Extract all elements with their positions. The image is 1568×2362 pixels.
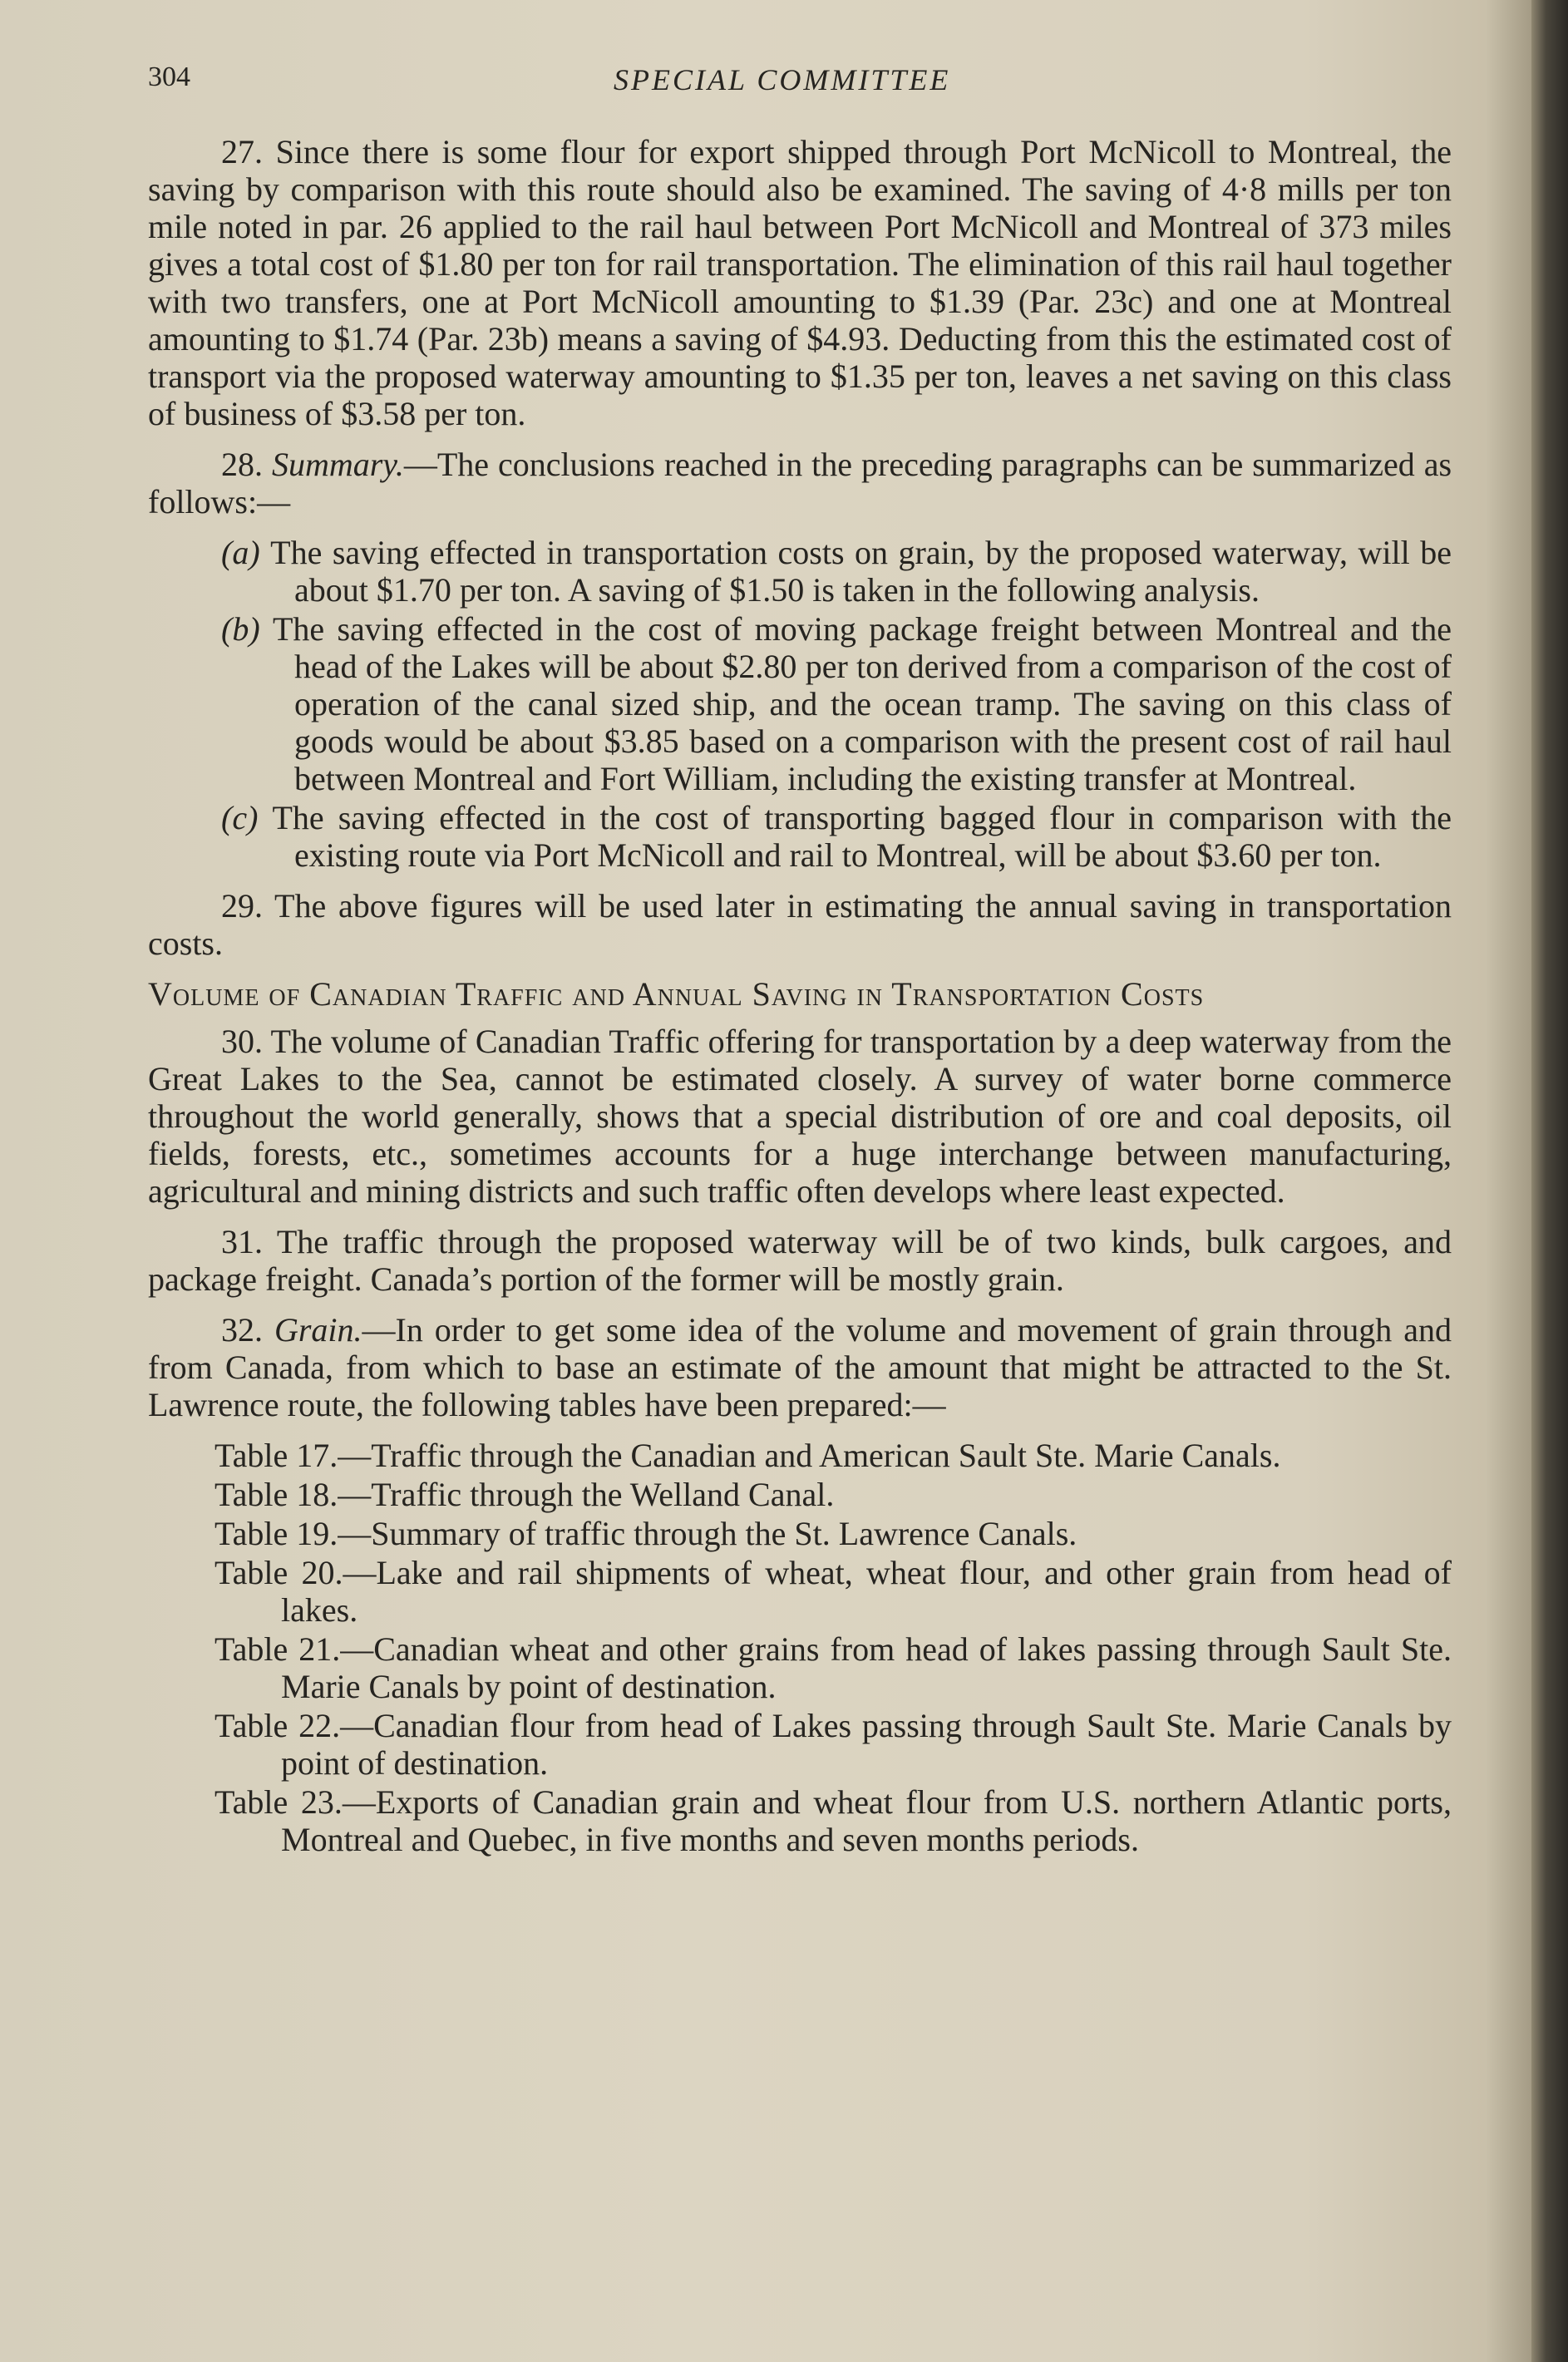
summary-item-label: (a): [221, 534, 260, 571]
table-list-item: Table 23.—Exports of Canadian grain and wheat flour from U.S. northern Atlantic ports, Montreal and Quebec, in five months and seven months periods.: [214, 1783, 1452, 1858]
paragraph-28-number: 28.: [221, 446, 263, 483]
summary-item-text: The saving effected in the cost of transporting bagged flour in comparison with the existing route via Port McNicoll and rail to Montreal, will be about $3.60 per ton.: [272, 799, 1452, 874]
summary-item-label: (b): [221, 610, 260, 648]
paragraph-32-title: Grain.: [274, 1311, 362, 1349]
book-spine-shadow: [1531, 0, 1568, 2362]
paragraph-30: 30. The volume of Canadian Traffic offering for transportation by a deep waterway from the Great Lakes to the Sea, cannot be estimated closely. A survey of water borne commerce throughout the world generally, shows that a special distribution of ore and coal deposits, oil fields, forests, etc., sometimes accounts for a huge interchange between manufacturing, agricultural and mining districts and such traffic often develops where least expected.: [148, 1023, 1452, 1210]
section-heading: Volume of Canadian Traffic and Annual Saving in Transportation Costs: [148, 975, 1205, 1013]
paragraph-29: 29. The above figures will be used later in estimating the annual saving in transportation costs.: [148, 887, 1452, 962]
table-list-item: Table 19.—Summary of traffic through the St. Lawrence Canals.: [214, 1515, 1077, 1552]
paragraph-28: [148, 446, 1452, 520]
summary-item-a: [148, 534, 1452, 609]
summary-item-b: [148, 610, 1452, 797]
paragraph-27: 27. Since there is some flour for export shipped through Port McNicoll to Montreal, the saving by comparison with this route should also be examined. The saving of 4·8 mills per ton mile noted in par. 26 applied to the rail haul between Port McNicoll and Montreal of 373 miles gives a total cost of $1.80 per ton for rail transportation. The elimination of this rail haul together with two transfers, one at Port McNicoll amounting to $1.39 (Par. 23c) and one at Montreal amounting to $1.74 (Par. 23b) means a saving of $4.93. Deducting from this the estimated cost of transport via the proposed waterway amounting to $1.35 per ton, leaves a net saving on this class of business of $3.58 per ton.: [148, 133, 1452, 432]
summary-item-c: [148, 799, 1452, 874]
summary-item-text: The saving effected in the cost of moving package freight between Montreal and the head of the Lakes will be about $2.80 per ton derived from a comparison of the cost of operation of the canal sized ship, and the ocean tramp. The saving on this class of goods would be about $3.85 based on a comparison with the present cost of rail haul between Montreal and Fort William, including the existing transfer at Montreal.: [272, 610, 1452, 797]
page-number: 304: [148, 62, 190, 92]
summary-item-label: (c): [221, 799, 259, 836]
paragraph-28-text: —The conclusions reached in the preceding paragraphs can be summarized as follows:—: [148, 446, 1452, 520]
running-head: SPECIAL COMMITTEE: [614, 63, 951, 96]
paragraph-32-text: —In order to get some idea of the volume and movement of grain through and from Canada, from which to base an estimate of the amount that might be attracted to the St. Lawrence route, the following tables have been prepared:—: [148, 1311, 1452, 1423]
paragraph-31: 31. The traffic through the proposed waterway will be of two kinds, bulk cargoes, and package freight. Canada’s portion of the former will be mostly grain.: [148, 1223, 1452, 1298]
paragraph-32: [148, 1311, 1452, 1423]
paragraph-28-title: Summary.: [271, 446, 404, 483]
paragraph-32-number: 32.: [221, 1311, 263, 1349]
page-body: [148, 58, 1452, 1860]
table-list-item: Table 17.—Traffic through the Canadian and American Sault Ste. Marie Canals.: [214, 1437, 1281, 1474]
table-list-item: Table 21.—Canadian wheat and other grains from head of lakes passing through Sault Ste. Marie Canals by point of destination.: [214, 1630, 1452, 1705]
table-list-item: Table 22.—Canadian flour from head of Lakes passing through Sault Ste. Marie Canals by point of destination.: [214, 1707, 1452, 1782]
table-list-item: Table 20.—Lake and rail shipments of wheat, wheat flour, and other grain from head of lakes.: [214, 1554, 1452, 1629]
page-header: [148, 58, 1452, 108]
summary-item-text: The saving effected in transportation costs on grain, by the proposed waterway, will be about $1.70 per ton. A saving of $1.50 is taken in the following analysis.: [270, 534, 1452, 609]
table-list-item: Table 18.—Traffic through the Welland Canal.: [214, 1476, 835, 1513]
table-list: [148, 1437, 1452, 1858]
